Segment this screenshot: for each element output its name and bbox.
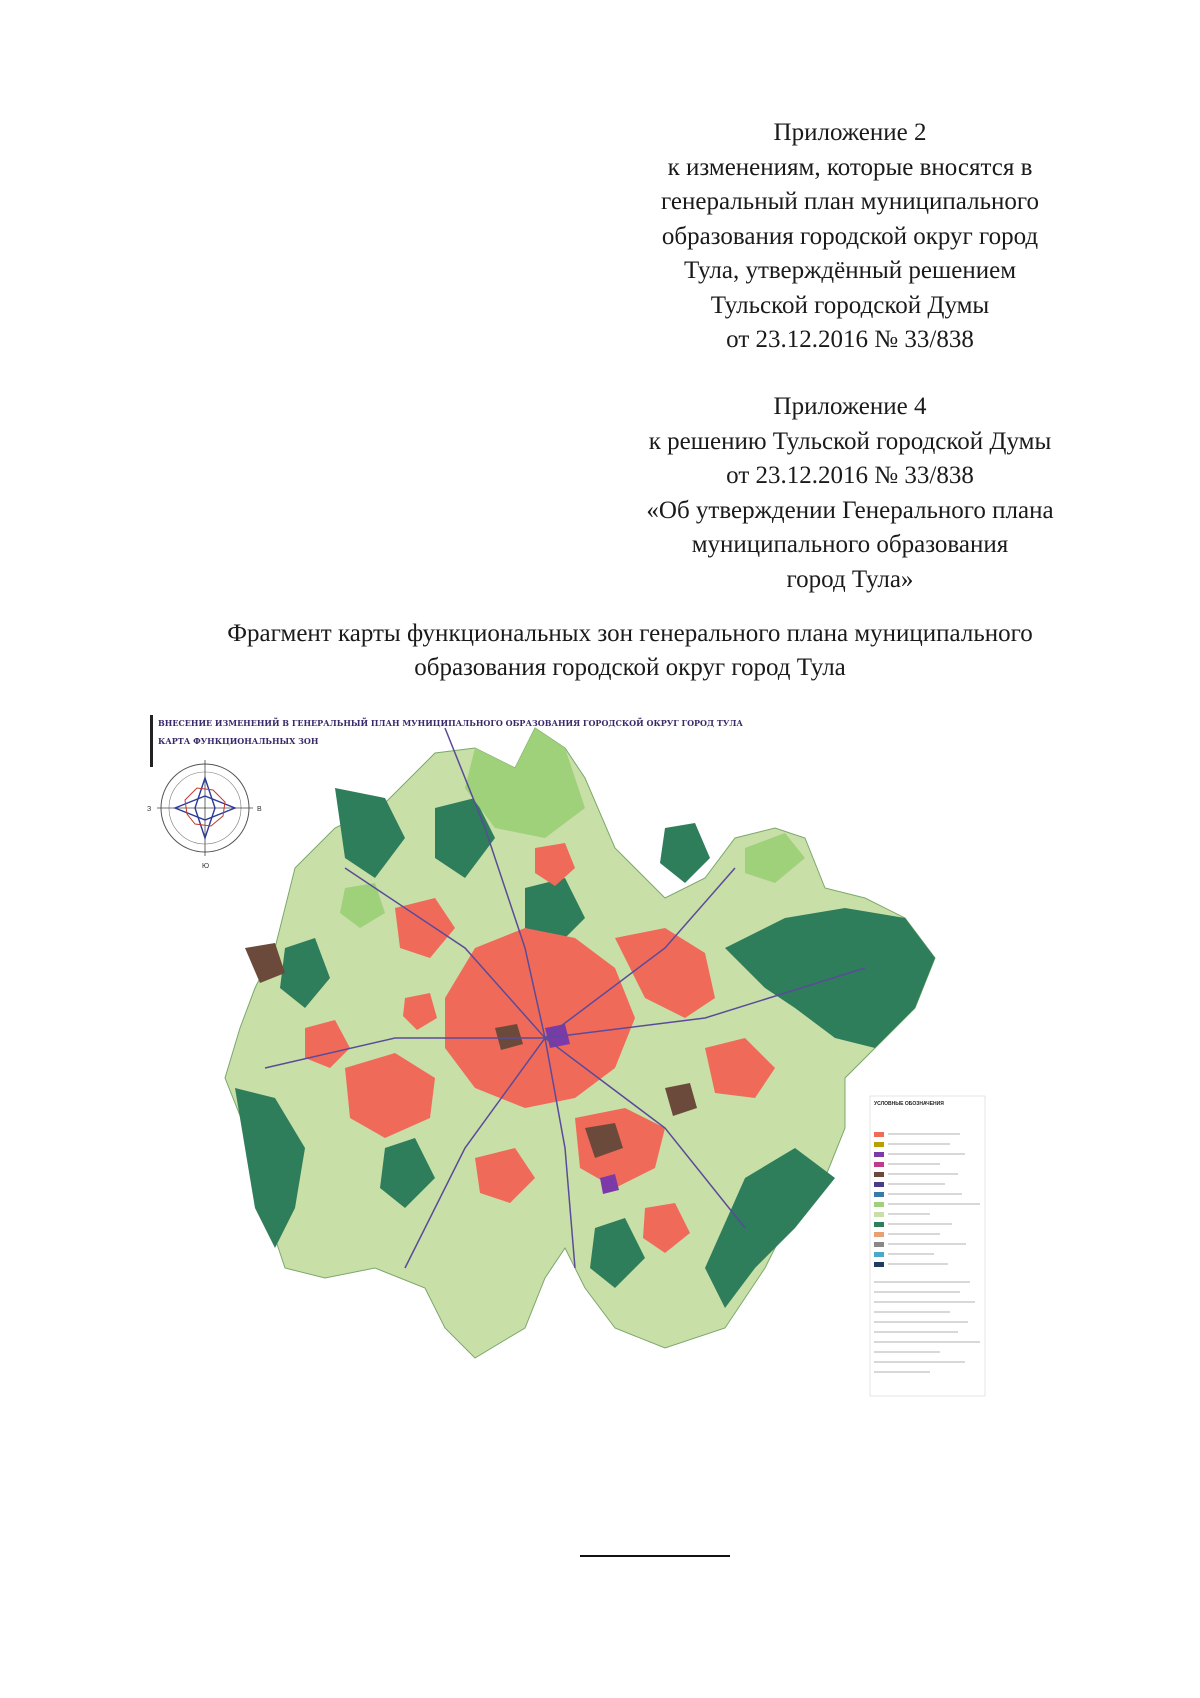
fragment-title-line: образования городской округ город Тула (414, 654, 846, 681)
map-header-title: ВНЕСЕНИЕ ИЗМЕНЕНИЙ В ГЕНЕРАЛЬНЫЙ ПЛАН МУНИЦИПАЛЬНОГО ОБРАЗОВАНИЯ ГОРОДСКОЙ ОКРУГ ГОРОД ТУЛА (158, 718, 743, 728)
appendix-2-line: генеральный план муниципального (661, 188, 1039, 215)
appendix-4-line: к решению Тульской городской Думы (648, 427, 1052, 455)
fragment-title-line: Фрагмент карты функциональных зон генерального плана муниципального (227, 620, 1033, 647)
appendix-4-block (560, 390, 1140, 597)
appendix-2-line: образования городской округ город (661, 222, 1039, 250)
map-legend (870, 1096, 985, 1396)
functional-zones-map (145, 708, 1070, 1498)
fragment-title (100, 617, 1160, 685)
appendix-4-line: город Тула» (786, 565, 914, 593)
compass-rose-icon (147, 760, 262, 870)
compass-west-label: З (147, 806, 152, 813)
appendix-4-line: Приложение 4 (773, 393, 927, 420)
appendix-4-line: «Об утверждении Генерального плана (646, 496, 1054, 524)
appendix-2-line: к изменениям, которые вносятся в (667, 153, 1033, 181)
appendix-4-line: муниципального образования (691, 531, 1009, 558)
map-header-subtitle: КАРТА ФУНКЦИОНАЛЬНЫХ ЗОН (158, 736, 319, 746)
compass-south-label: Ю (202, 863, 210, 870)
appendix-2-line: от 23.12.2016 № 33/838 (726, 326, 974, 353)
appendix-2-line: Приложение 2 (773, 119, 927, 146)
end-rule-divider (580, 1555, 730, 1557)
appendix-4-line: от 23.12.2016 № 33/838 (726, 462, 974, 489)
appendix-2-line: Тула, утверждённый решением (683, 257, 1017, 284)
appendix-2-line: Тульской городской Думы (710, 291, 990, 319)
legend-title: УСЛОВНЫЕ ОБОЗНАЧЕНИЯ (874, 1101, 944, 1107)
appendix-2-block (560, 116, 1140, 358)
compass-east-label: В (257, 806, 262, 813)
